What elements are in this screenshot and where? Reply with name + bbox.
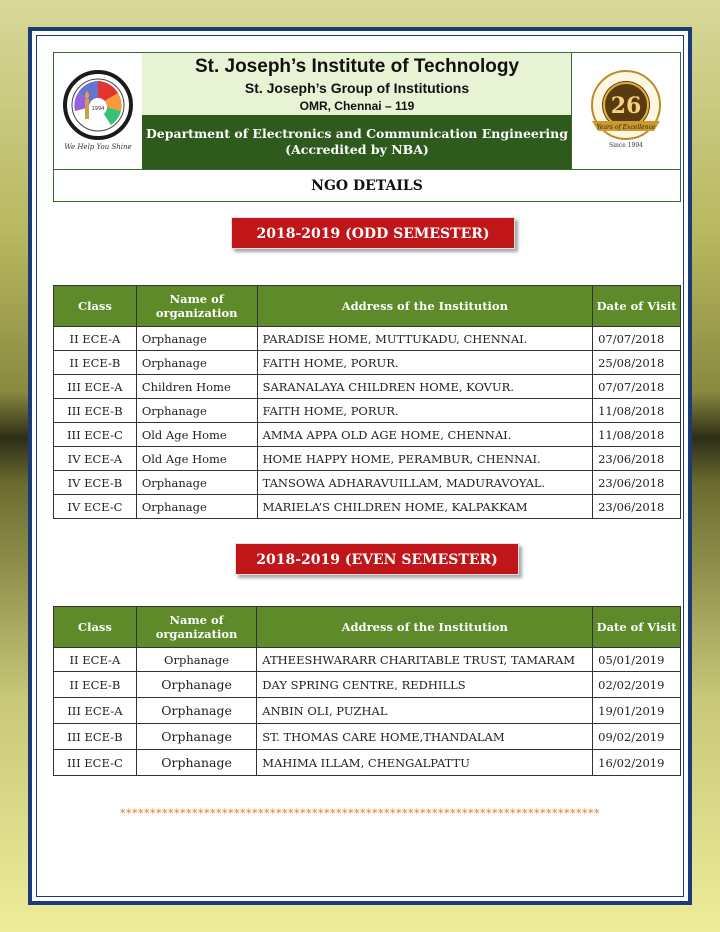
table-row [54, 399, 681, 423]
institution-location: OMR, Chennai – 119 [299, 99, 415, 113]
cell-organization: Children Home [136, 375, 257, 399]
table-row [54, 698, 681, 724]
section-title: NGO DETAILS [54, 169, 680, 203]
odd-semester-table [53, 285, 681, 519]
table-row [54, 471, 681, 495]
cell-address: TANSOWA ADHARAVUILLAM, MADURAVOYAL. [257, 471, 593, 495]
institution-logo [54, 53, 143, 169]
cell-class: III ECE-B [54, 724, 137, 750]
cell-organization: Orphanage [136, 471, 257, 495]
cell-class: IV ECE-C [54, 495, 137, 519]
document-page [28, 27, 692, 905]
cell-address: MAHIMA ILLAM, CHENGALPATTU [257, 750, 593, 776]
cell-date: 16/02/2019 [593, 750, 681, 776]
cell-class: III ECE-A [54, 698, 137, 724]
column-header-organization: Name of organization [136, 607, 257, 648]
anniversary-badge [571, 53, 680, 169]
institution-name: St. Joseph’s Institute of Technology [194, 56, 520, 77]
column-header-date: Date of Visit [593, 286, 681, 327]
svg-text:We Help You Shine: We Help You Shine [64, 143, 132, 151]
table-row [54, 724, 681, 750]
cell-address: ATHEESHWARARR CHARITABLE TRUST, TAMARAM [257, 648, 593, 672]
column-header-class: Class [54, 286, 137, 327]
cell-class: III ECE-C [54, 423, 137, 447]
cell-address: ANBIN OLI, PUZHAL [257, 698, 593, 724]
cell-organization: Orphanage [136, 750, 257, 776]
cell-address: PARADISE HOME, MUTTUKADU, CHENNAI. [257, 327, 593, 351]
table-row [54, 750, 681, 776]
column-header-address: Address of the Institution [257, 286, 593, 327]
table-row [54, 447, 681, 471]
table-row [54, 351, 681, 375]
cell-organization: Orphanage [136, 351, 257, 375]
cell-class: III ECE-B [54, 399, 137, 423]
letterhead [53, 52, 681, 202]
cell-date: 07/07/2018 [593, 327, 681, 351]
cell-address: MARIELA’S CHILDREN HOME, KALPAKKAM [257, 495, 593, 519]
cell-organization: Orphanage [136, 327, 257, 351]
institution-title-block [142, 53, 572, 116]
cell-organization: Orphanage [136, 648, 257, 672]
page-inner-border [36, 35, 684, 897]
cell-class: III ECE-C [54, 750, 137, 776]
cell-organization: Orphanage [136, 495, 257, 519]
cell-date: 19/01/2019 [593, 698, 681, 724]
table-row [54, 327, 681, 351]
cell-date: 09/02/2019 [593, 724, 681, 750]
cell-class: III ECE-A [54, 375, 137, 399]
cell-organization: Orphanage [136, 399, 257, 423]
table-row [54, 648, 681, 672]
cell-class: II ECE-A [54, 648, 137, 672]
cell-date: 05/01/2019 [593, 648, 681, 672]
cell-organization: Orphanage [136, 672, 257, 698]
department-name: Department of Electronics and Communication Engineering [145, 126, 569, 141]
table-row [54, 375, 681, 399]
footer-divider-stars: ******************************************************************************** [120, 807, 600, 820]
column-header-organization: Name of organization [136, 286, 257, 327]
cell-date: 11/08/2018 [593, 399, 681, 423]
cell-date: 07/07/2018 [593, 375, 681, 399]
cell-date: 02/02/2019 [593, 672, 681, 698]
cell-class: II ECE-B [54, 351, 137, 375]
table-header-row [54, 607, 681, 648]
table-row [54, 672, 681, 698]
cell-organization: Orphanage [136, 724, 257, 750]
column-header-class: Class [54, 607, 137, 648]
cell-organization: Orphanage [136, 698, 257, 724]
table-row [54, 423, 681, 447]
even-semester-table [53, 606, 681, 776]
cell-address: ST. THOMAS CARE HOME,THANDALAM [257, 724, 593, 750]
department-block [142, 115, 572, 169]
cell-date: 23/06/2018 [593, 447, 681, 471]
cell-address: FAITH HOME, PORUR. [257, 399, 593, 423]
svg-text:Years of Excellence: Years of Excellence [596, 124, 656, 131]
cell-address: DAY SPRING CENTRE, REDHILLS [257, 672, 593, 698]
odd-semester-banner: 2018-2019 (ODD SEMESTER) [231, 217, 515, 249]
cell-address: SARANALAYA CHILDREN HOME, KOVUR. [257, 375, 593, 399]
cell-class: II ECE-A [54, 327, 137, 351]
svg-text:26: 26 [610, 93, 642, 119]
svg-text:Since 1994: Since 1994 [609, 142, 643, 149]
column-header-date: Date of Visit [593, 607, 681, 648]
even-semester-banner: 2018-2019 (EVEN SEMESTER) [235, 543, 519, 575]
column-header-address: Address of the Institution [257, 607, 593, 648]
cell-address: AMMA APPA OLD AGE HOME, CHENNAI. [257, 423, 593, 447]
cell-organization: Old Age Home [136, 447, 257, 471]
cell-date: 23/06/2018 [593, 495, 681, 519]
cell-date: 25/08/2018 [593, 351, 681, 375]
table-header-row [54, 286, 681, 327]
cell-date: 23/06/2018 [593, 471, 681, 495]
cell-date: 11/08/2018 [593, 423, 681, 447]
cell-class: IV ECE-A [54, 447, 137, 471]
svg-text:1994: 1994 [91, 106, 105, 112]
group-name: St. Joseph’s Group of Institutions [244, 80, 470, 96]
cell-address: FAITH HOME, PORUR. [257, 351, 593, 375]
cell-class: II ECE-B [54, 672, 137, 698]
cell-address: HOME HAPPY HOME, PERAMBUR, CHENNAI. [257, 447, 593, 471]
cell-class: IV ECE-B [54, 471, 137, 495]
cell-organization: Old Age Home [136, 423, 257, 447]
accreditation: (Accredited by NBA) [285, 142, 429, 157]
table-row [54, 495, 681, 519]
